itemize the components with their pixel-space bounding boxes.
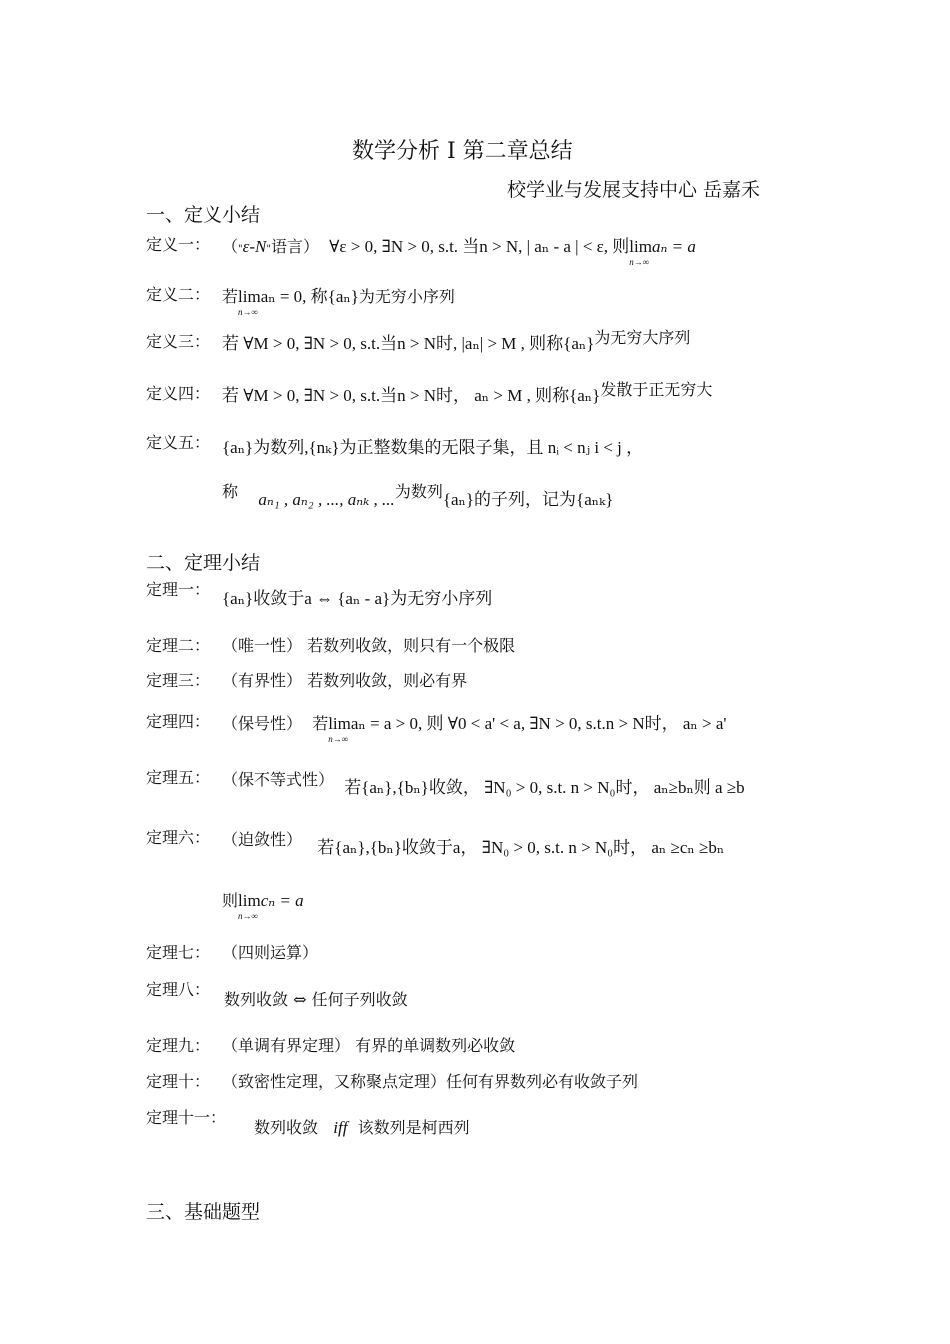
theorem-4-pre: 若: [312, 714, 329, 733]
definition-1-lang: 语言）: [270, 237, 319, 256]
theorem-8-label: 定理八：: [146, 980, 211, 999]
theorem-6-then: 则: [222, 891, 239, 910]
theorem-4-label: 定理四：: [146, 712, 211, 731]
definition-4-content: [222, 381, 712, 406]
theorem-11-iff: iff: [333, 1118, 348, 1137]
theorem-8-text: 数列收敛 ⇔ 任何子列收敛: [224, 990, 408, 1009]
definition-5-line-2: [222, 477, 614, 509]
definition-1-lim-sub: n→∞: [629, 257, 650, 267]
theorem-6-tail: cₙ = a: [260, 891, 304, 910]
theorem-11-label: 定理十一：: [146, 1108, 227, 1127]
theorem-6-conclusion: [222, 888, 304, 921]
theorem-7-text: （四则运算）: [222, 943, 319, 962]
theorem-5-content: [222, 765, 745, 797]
page-title: 数学分析 I 第二章总结: [352, 139, 573, 164]
definition-1-label: 定义一：: [146, 235, 211, 254]
theorem-5-label: 定理五：: [146, 768, 211, 787]
theorem-11-content: [254, 1115, 470, 1138]
author-line: 校学业与发展支持中心 岳嘉禾: [507, 179, 761, 201]
section-heading-basic-problems: 三、基础题型: [146, 1201, 261, 1223]
theorem-2-label: 定理二：: [146, 636, 211, 655]
theorem-9-text: （单调有界定理） 有界的单调数列必收敛: [222, 1036, 516, 1055]
theorem-10-label: 定理十：: [146, 1072, 211, 1091]
definition-5-mid: 为数列: [394, 482, 443, 501]
theorem-1-formula: {aₙ}收敛于a ⇔ {aₙ - a}为无穷小序列: [222, 589, 493, 608]
theorem-3-label: 定理三：: [146, 671, 211, 690]
theorem-2-text: （唯一性） 若数列收敛，则只有一个极限: [222, 636, 516, 655]
theorem-9-label: 定理九：: [146, 1036, 211, 1055]
definition-3-label: 定义三：: [146, 332, 211, 351]
theorem-10-text: （致密性定理，又称聚点定理）任何有界数列必有收敛子列: [222, 1072, 639, 1091]
theorem-6-property: （迫敛性）: [222, 830, 303, 849]
definition-1-lim-text: lim: [629, 237, 652, 256]
theorem-4-limit: [328, 714, 351, 744]
theorem-6-content: [222, 825, 725, 857]
definition-2-pre: 若: [222, 287, 239, 306]
theorem-4-lim-sub: n→∞: [328, 734, 349, 744]
theorem-6-lim-text: lim: [238, 891, 261, 910]
theorem-5-formula: 若{aₙ},{bₙ}收敛， ∃N₀ > 0, s.t. n > N₀时， aₙ≥bₙ则 a ≥b: [344, 778, 745, 797]
definition-2-limit: [238, 287, 261, 317]
theorem-4-content: [222, 709, 726, 744]
definition-4-tail: 发散于正无穷大: [600, 380, 713, 399]
definition-5-subsequence: aₙ₁ , aₙ₂ , ..., aₙₖ , ...: [258, 490, 395, 509]
definition-2-tail: 为无穷小序列: [358, 287, 455, 306]
definition-2-lim-sub: n→∞: [238, 307, 258, 317]
definition-2-lim-text: lim: [238, 287, 261, 306]
definition-2-content: [222, 282, 455, 317]
definition-5-tail: {aₙ}的子列，记为{aₙₖ}: [442, 490, 614, 509]
definition-1-quote-close: ": [266, 244, 271, 255]
definition-1-open: （: [222, 237, 239, 256]
theorem-11-pre: 数列收敛: [254, 1118, 319, 1137]
theorem-4-formula: aₙ = a > 0, 则 ∀0 < a' < a, ∃N > 0, s.t.n > N时， aₙ > a': [350, 714, 727, 733]
definition-2-formula: aₙ = 0, 称{aₙ}: [260, 287, 359, 306]
definition-1-quote-open: ": [238, 244, 243, 255]
theorem-4-lim-text: lim: [328, 714, 351, 733]
theorem-6-limit: [238, 891, 261, 921]
definition-4-label: 定义四：: [146, 384, 211, 403]
definition-1-content: [222, 232, 696, 267]
theorem-6-label: 定理六：: [146, 828, 211, 847]
theorem-5-property: （保不等式性）: [222, 770, 335, 789]
definition-3-tail: 为无穷大序列: [594, 328, 691, 347]
definition-5-prefix: 称: [222, 482, 239, 501]
definition-2-label: 定义二：: [146, 285, 211, 304]
definition-1-formula: ∀ε > 0, ∃N > 0, s.t. 当n > N, | aₙ - a | < ε, 则: [329, 237, 630, 256]
definition-1-tail: aₙ = a: [651, 237, 696, 256]
theorem-1-label: 定理一：: [146, 580, 211, 599]
theorem-3-text: （有界性） 若数列收敛，则必有界: [222, 671, 468, 690]
definition-1-limit: [629, 237, 652, 267]
theorem-6-formula: 若{aₙ},{bₙ}收敛于a， ∃N₀ > 0, s.t. n > N₀时， aₙ ≥cₙ ≥bₙ: [317, 838, 725, 857]
section-heading-definitions: 一、定义小结: [146, 204, 261, 226]
theorem-7-label: 定理七：: [146, 943, 211, 962]
section-heading-theorems: 二、定理小结: [146, 552, 261, 574]
definition-1-eps-n: ε-N: [242, 237, 267, 256]
theorem-6-lim-sub: n→∞: [238, 911, 258, 921]
definition-3-content: [222, 329, 690, 354]
definition-5-label: 定义五：: [146, 433, 211, 452]
definition-5-line-1: {aₙ}为数列,{nₖ}为正整数集的无限子集，且 nᵢ < nⱼ i < j ，: [222, 438, 644, 457]
theorem-11-post: 该数列是柯西列: [357, 1118, 470, 1137]
definition-3-formula: 若 ∀M > 0, ∃N > 0, s.t.当n > N时, |aₙ| > M , 则称{aₙ}: [222, 334, 595, 353]
definition-4-formula: 若 ∀M > 0, ∃N > 0, s.t.当n > N时， aₙ > M , 则称{aₙ}: [222, 386, 601, 405]
theorem-4-property: （保号性）: [222, 714, 303, 733]
